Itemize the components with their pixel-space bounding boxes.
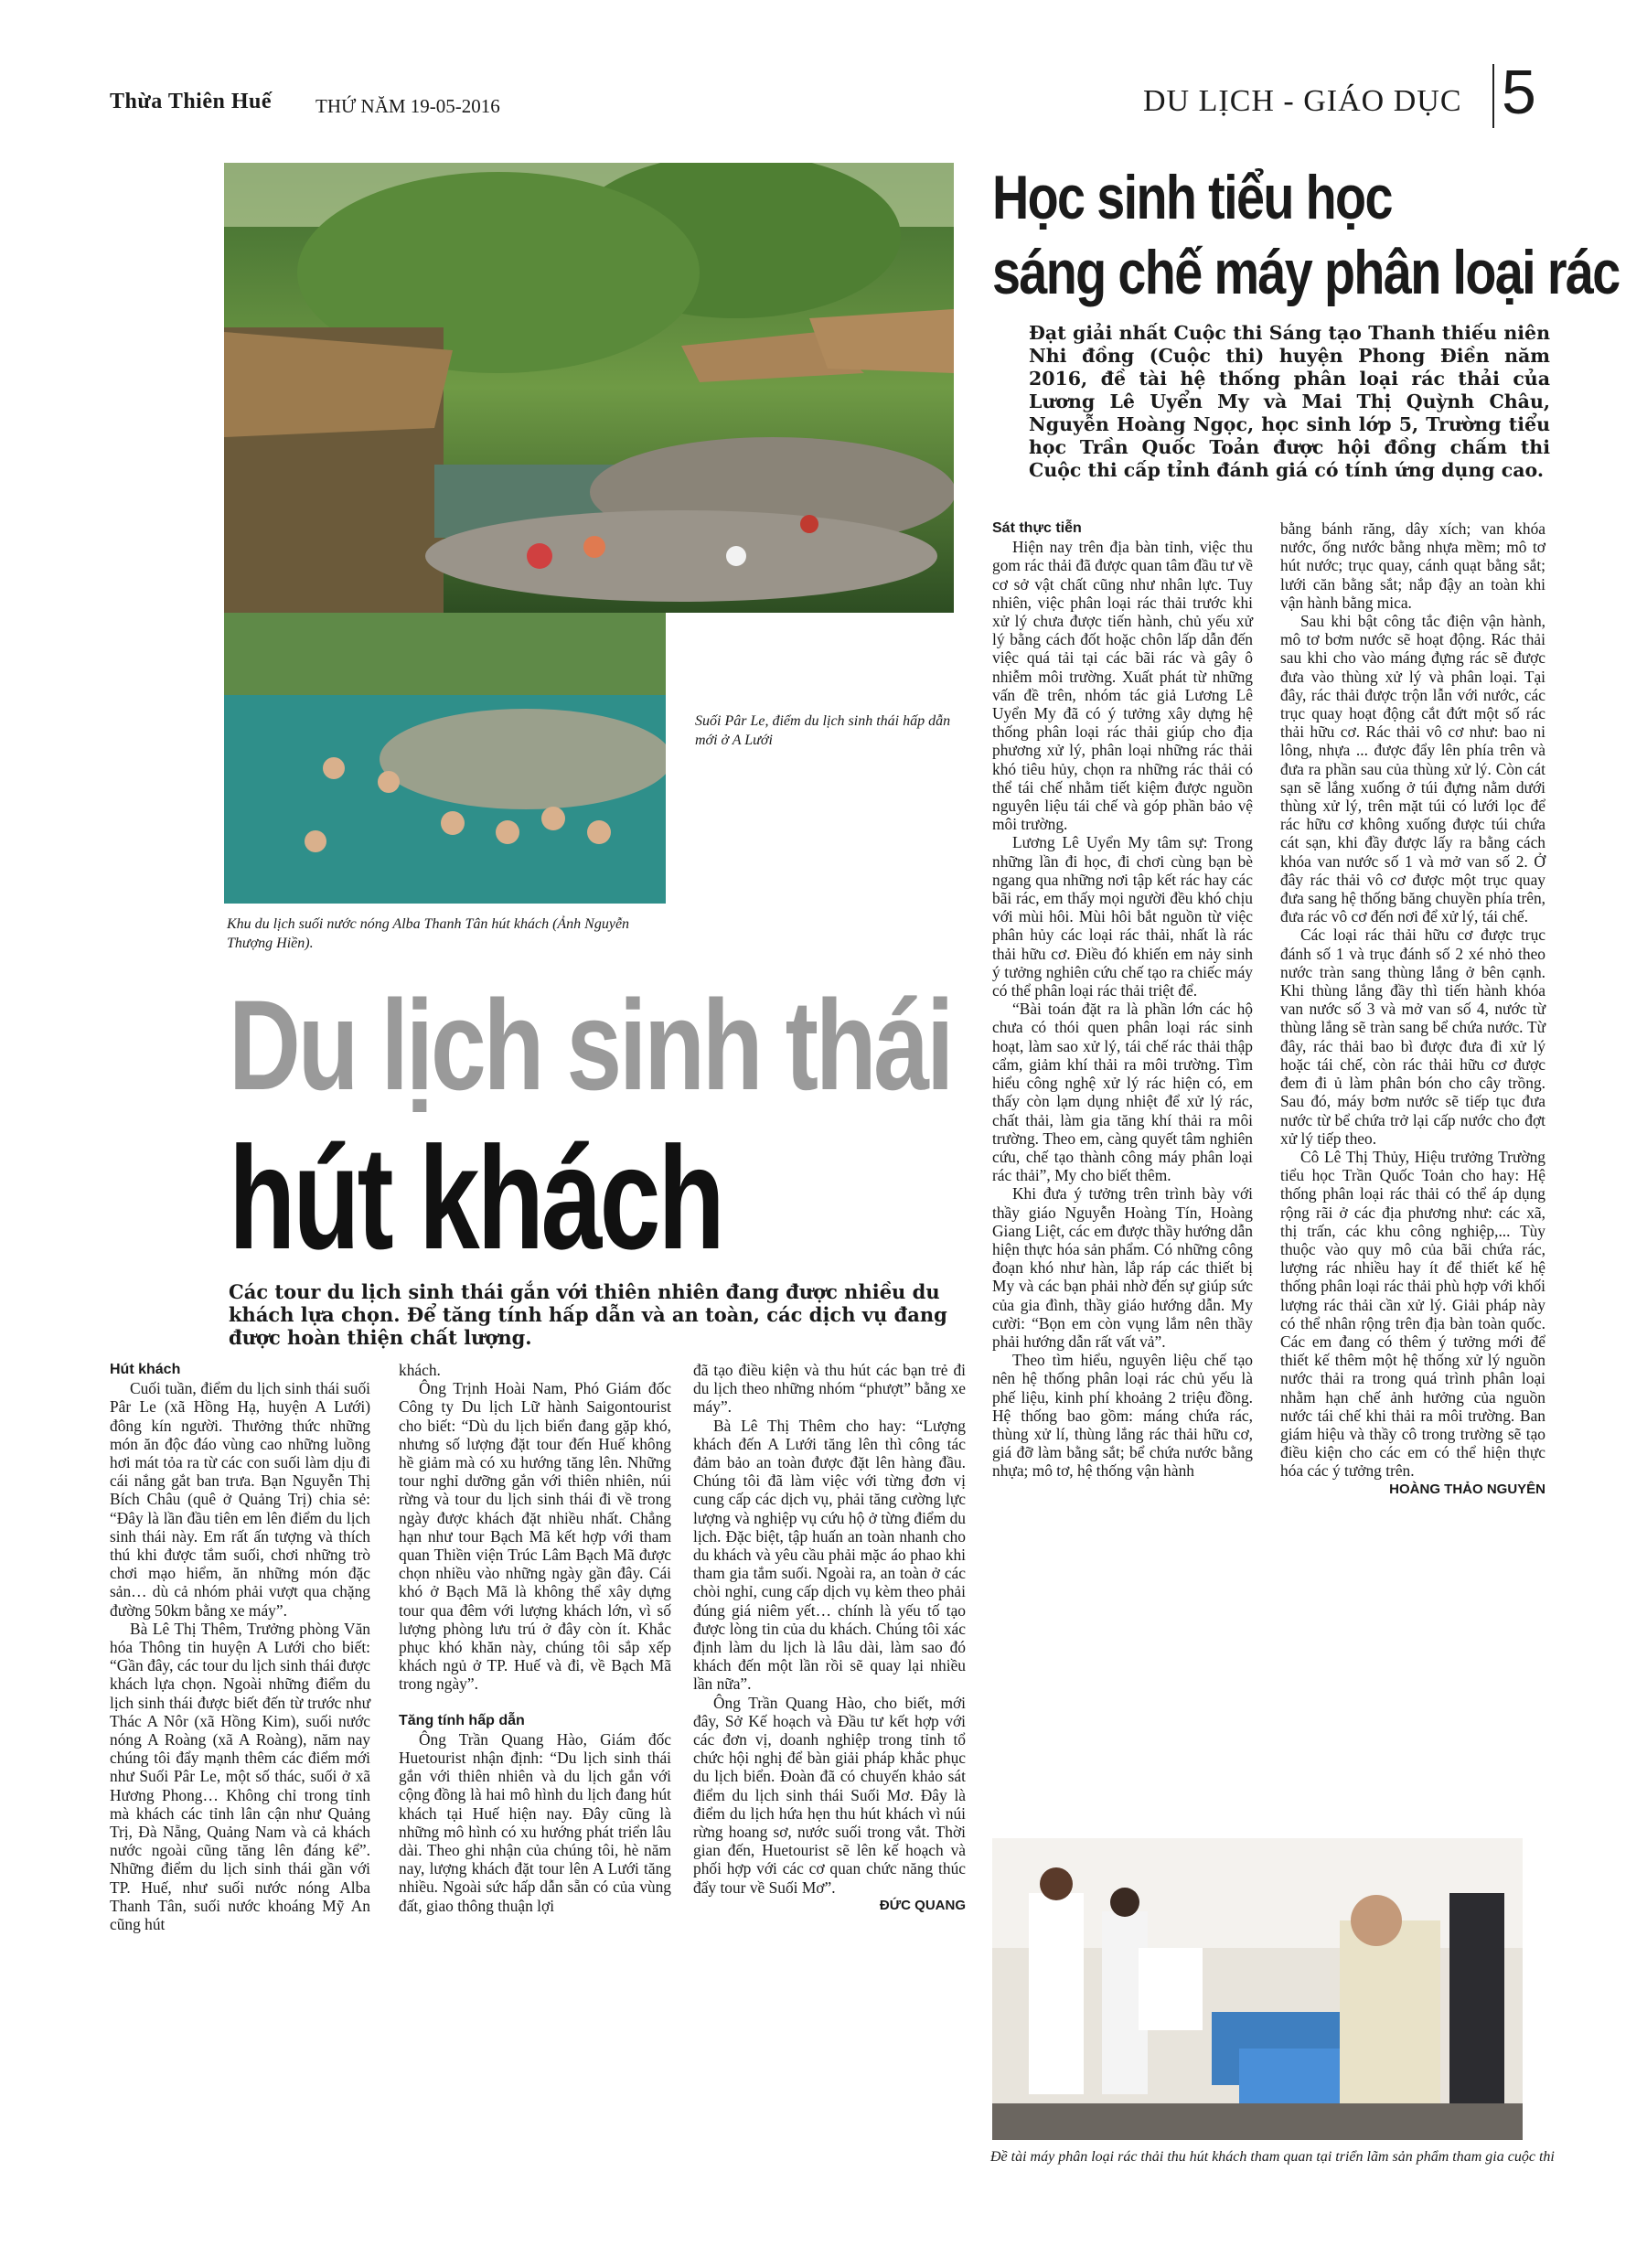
paragraph: Các loại rác thải hữu cơ được trục đánh số 1 và trục đánh số 2 xé nhỏ theo nước tràn sang thùng lắng ở bên cạnh. Khi thùng lắng đầy thì tiến hành khóa van nước số 3 và mở van số 4, nước từ thùng lắng sẽ tràn sang bể chứa nước. Từ đây, rác thải bao bì được đưa đi xử lý hoặc tái chế, còn rác thải hữu cơ được đem đi ủ làm phân bón cho cây trồng. Sau đó, máy bơm nước sẽ tiếp tục đưa nước từ bể chứa trở lại cấp nước cho đợt xử lý tiếp theo. [1280, 925, 1545, 1148]
issue-date: THỨ NĂM 19-05-2016 [315, 95, 500, 117]
publication-name: Thừa Thiên Huế [110, 90, 273, 113]
paragraph: khách. [399, 1361, 441, 1379]
subheading-sat-thuc-tien: Sát thực tiễn [992, 520, 1082, 536]
paragraph: Cô Lê Thị Thủy, Hiệu trưởng Trường tiểu học Trần Quốc Toản cho hay: Hệ thống phân loại rác thải có thể áp dụng rộng rãi ở các địa phương như: các xã, thị trấn, các khu công nghiệp,... Tùy thuộc vào quy mô của bãi chứa rác, lượng rác nhiều hay ít để thiết kế hệ thống phân loại rác thải phù hợp với khối lượng rác thải cần xử lý. Giải pháp này có thể nhân rộng trên địa bàn toàn quốc. Các em đang có thêm ý tưởng mới để thiết kế thêm một hệ thống xử lý nguồn nước thải ra trong quá trình phân loại nhằm hạn chế ảnh hưởng của nguồn nước tái chế khi thải ra môi trường. Ban giám hiệu và thầy cô trong trường sẽ tạo điều kiện cho các em có thể hiện thực hóa các ý tưởng trên. [1280, 1147, 1545, 1481]
author-hoang-thao-nguyen: HOÀNG THẢO NGUYÊN [1389, 1481, 1545, 1497]
left-article-lead: Các tour du lịch sinh thái gắn với thiên nhiên đang được nhiều du khách lựa chọn. Để tăng tính hấp dẫn và an toàn, các dịch vụ đang được hoàn thiện chất lượng. [229, 1280, 947, 1349]
paragraph: đã tạo điều kiện và thu hút các bạn trẻ đi du lịch theo những nhóm “phượt” bằng xe máy”. [693, 1361, 966, 1417]
left-article-title-line2: hút khách [229, 1116, 722, 1279]
paragraph: Ông Trịnh Hoài Nam, Phó Giám đốc Công ty Du lịch Lữ hành Saigontourist cho biết: “Dù du lịch biển đang gặp khó, nhưng số lượng đặt tour đến Huế không hề giảm mà có xu hướng tăng lên. Những tour nghỉ dưỡng gắn với thiên nhiên, núi rừng và tour du lịch sinh thái đi về trong ngày được khách đặt nhiều nhất. Chẳng hạn như tour Bạch Mã kết hợp với tham quan Thiền viện Trúc Lâm Bạch Mã được chọn nhiều vào những ngày gần đây. Cái khó ở Bạch Mã là không thể xây dựng tour qua đêm với lượng khách lớn, vì số lượng phòng lưu trú ở đây còn ít. Khắc phục khó khăn này, chúng tôi sắp xếp khách ngủ ở TP. Huế và đi, về Bạch Mã trong ngày”. [399, 1379, 671, 1694]
photo-sorting-machine-illustration [992, 1838, 1523, 2140]
author-duc-quang: ĐỨC QUANG [879, 1897, 966, 1913]
paragraph: Bà Lê Thị Thêm cho hay: “Lượng khách đến A Lưới tăng lên thì công tác đảm bảo an toàn được đặt lên hàng đầu. Chúng tôi đã làm việc với từng đơn vị cung cấp các dịch vụ, phải tăng cường lực lượng và nghiệp vụ cứu hộ ở từng điểm du lịch. Đặc biệt, tập huấn an toàn nhanh cho du khách và yêu cầu phải mặc áo phao khi tham gia tắm suối. Ngoài ra, an toàn ở các chòi nghỉ, cung cấp dịch vụ kèm theo phải đúng giá niêm yết… chính là yếu tố tạo được lòng tin của du khách. Chúng tôi xác định làm du lịch là lâu dài, làm sao đó khách đến một lần rồi sẽ quay lại nhiều lần nữa”. [693, 1416, 966, 1694]
paragraph: Lương Lê Uyển My tâm sự: Trong những lần đi học, đi chơi cùng bạn bè ngang qua những nơi tập kết rác hay các bãi rác, em thấy mọi người đều khó chịu với mùi hôi. Mùi hôi bắt nguồn từ việc phân hủy các loại rác thải, nhất là rác thải hữu cơ. Điều đó khiến em nảy sinh ý tưởng nghiên cứu chế tạo ra chiếc máy có thể phân loại rác thải triệt để. [992, 833, 1253, 1000]
right-article-title-line1: Học sinh tiểu học [992, 163, 1392, 232]
right-article-title-line2: sáng chế máy phân loại rác [992, 238, 1620, 307]
paragraph: “Bài toán đặt ra là phần lớn các hộ chưa có thói quen phân loại rác sinh hoạt, làm sao xử lý, tái chế rác thải thập cẩm, giảm khí thải ra môi trường. Tìm hiểu công nghệ xử lý rác hiện có, em thấy còn lạm dụng nhiệt để xử lý rác, chất thải, làm gia tăng khí thải ra môi trường. Theo em, càng quyết tâm nghiên cứu, chế tạo thành công máy phân loại rác thải”, My cho biết thêm. [992, 1000, 1253, 1185]
header-divider [1492, 64, 1494, 128]
paragraph: Hiện nay trên địa bàn tỉnh, việc thu gom rác thải đã được quan tâm đầu tư về cơ sở vật chất cũng như nhân lực. Tuy nhiên, việc phân loại rác thải trước khi xử lý chưa được tiến hành, chủ yếu xử lý bằng cách đốt hoặc chôn lấp dẫn đến việc quá tải tại các bãi rác và gây ô nhiễm môi trường. Xuất phát từ những vấn đề trên, nhóm tác giả Lương Lê Uyển My đã có ý tưởng xây dựng hệ thống phân loại rác thải giúp cho địa phương xử lý, phân loại những rác thải khó tiêu hủy, chọn ra những rác thải có thể tái chế nhằm tiết kiệm được nguồn nguyên liệu tái chế và góp phần bảo vệ môi trường. [992, 538, 1253, 834]
subheading-tang-tinh-hap-dan: Tăng tính hấp dẫn [399, 1712, 525, 1728]
page-number: 5 [1502, 58, 1536, 127]
paragraph: bằng bánh răng, dây xích; van khóa nước, ống nước bằng nhựa mềm; mô tơ hút nước; trục quay, cánh quạt bằng sắt; lưới căn bằng sắt; nắp đậy an toàn khi vận hành bằng mica. [1280, 519, 1545, 612]
photo-sorting-machine [992, 1838, 1523, 2140]
paragraph: Bà Lê Thị Thêm, Trưởng phòng Văn hóa Thông tin huyện A Lưới cho biết: “Gần đây, các tour du lịch sinh thái được khách lựa chọn. Ngoài những điểm du lịch sinh thái được biết đến từ trước như Thác A Nôr (xã Hồng Kim), suối nước nóng A Roàng (xã A Roàng), năm nay chúng tôi đẩy mạnh thêm các điểm mới như Suối Pâr Le, một số thác, suối ở xã Hương Phong… Không chỉ trong tỉnh mà khách các tỉnh lân cận như Quảng Trị, Đà Nẵng, Quảng Nam và cả khách nước ngoài cũng tăng lên đáng kể”. Những điểm du lịch sinh thái gần với TP. Huế, như suối nước nóng Alba Thanh Tân, suối nước khoáng Mỹ An cũng hút [110, 1619, 370, 1934]
caption-sorting-machine: Đề tài máy phân loại rác thải thu hút khách tham quan tại triển lãm sản phẩm tham gia cuộc thi [990, 2149, 1555, 2165]
right-column-1 [992, 519, 1253, 1481]
paragraph: Sau khi bật công tắc điện vận hành, mô tơ bơm nước sẽ hoạt động. Rác thải sau khi cho vào máng đựng rác sẽ được đưa vào thùng xử lý và phân loại. Tại đây, rác thải được trộn lẫn với nước, các trục quay hoạt động cắt đứt một số rác thải hữu cơ. Rác thải vô cơ như: bao ni lông, nhựa ... được đẩy lên phía trên và đưa ra phần sau của thùng xử lý. Còn cát sạn sẽ lắng xuống ở túi đựng nằm dưới thùng xử lý, trên mặt túi có lưới lọc để rác hữu cơ không xuống được túi chứa cát sạn, khi đầy được lấy ra bằng cách khóa van nước số 1 và mở van số 2. Ở đây rác thải vô cơ được một trục quay đưa sang hệ thống băng chuyền phía trên, đưa rác vô cơ đến nơi để xử lý, tái chế. [1280, 612, 1545, 926]
left-column-1 [110, 1361, 370, 1933]
right-column-2 [1280, 519, 1545, 1499]
caption-par-le: Suối Pâr Le, điểm du lịch sinh thái hấp dẫn mới ở A Lưới [695, 713, 951, 748]
paragraph: Khi đưa ý tưởng trên trình bày với thầy giáo Nguyễn Hoàng Tín, Hoàng Giang Liệt, các em được thầy hướng dẫn hiện thực hóa sản phẩm. Có những công đoạn khó như hàn, lắp ráp các thiết bị My và các bạn phải nhờ đến sự giúp sức của gia đình, thầy giáo hướng dẫn. My cười: “Bọn em còn vụng lắm nên thầy phải hướng dẫn rất vất vả”. [992, 1184, 1253, 1351]
right-article-lead: Đạt giải nhất Cuộc thi Sáng tạo Thanh thiếu niên Nhi đồng (Cuộc thi) huyện Phong Điền năm 2016, đề tài hệ thống phân loại rác thải của Lương Lê Uyển My và Mai Thị Quỳnh Châu, Nguyễn Hoàng Ngọc, học sinh lớp 5, Trường tiểu học Trần Quốc Toản được hội đồng chấm thi Cuộc thi cấp tỉnh đánh giá có tính ứng dụng cao. [1029, 322, 1550, 481]
paragraph: Theo tìm hiểu, nguyên liệu chế tạo nên hệ thống phân loại rác chủ yếu là phế liệu, kinh phí khoảng 2 triệu đồng. Hệ thống bao gồm: máng chứa rác, thùng xử lí, thùng lắng rác thải hữu cơ, giá đỡ làm bằng sắt; bể chứa nước bằng nhựa; mô tơ, hệ thống vận hành [992, 1351, 1253, 1481]
photo-hot-spring-illustration [224, 613, 666, 904]
subheading-hut-khach: Hút khách [110, 1362, 181, 1377]
paragraph: Ông Trần Quang Hào, cho biết, mới đây, Sở Kế hoạch và Đầu tư kết hợp với các đơn vị, doanh nghiệp trong tỉnh tổ chức hội nghị để bàn giải pháp khắc phục du lịch biển. Đoàn đã có chuyến khảo sát điểm du lịch sinh thái Suối Mơ. Đây là điểm du lịch hứa hẹn thu hút khách vì núi rừng hoang sơ, nước suối trong vắt. Thời gian đến, Huetourist sẽ lên kế hoạch và phối hợp với các cơ quan chức năng thúc đẩy tour về Suối Mơ”. [693, 1693, 966, 1897]
left-column-3 [693, 1361, 966, 1915]
photo-hot-spring [224, 613, 666, 904]
caption-hot-spring: Khu du lịch suối nước nóng Alba Thanh Tân hút khách (Ảnh Nguyễn Thượng Hiền). [227, 916, 630, 951]
left-article-title-line1: Du lịch sinh thái [229, 973, 952, 1117]
section-title: DU LỊCH - GIÁO DỤC [1143, 84, 1462, 118]
paragraph: Ông Trần Quang Hào, Giám đốc Huetourist nhận định: “Du lịch sinh thái gắn với thiên nhiên và du lịch gắn với cộng đồng là hai mô hình du lịch đang hút khách tại Huế hiện nay. Đây cũng là những mô hình có xu hướng phát triển lâu dài. Theo ghi nhận của chúng tôi, hè năm nay, lượng khách đặt tour lên A Lưới tăng nhiều. Ngoài sức hấp dẫn sẵn có của vùng đất, giao thông thuận lợi [399, 1729, 671, 1915]
right-article-title [992, 160, 1620, 310]
photo-par-le-stream [224, 163, 954, 613]
paragraph: Cuối tuần, điểm du lịch sinh thái suối Pâr Le (xã Hồng Hạ, huyện A Lưới) đông kín người. Thưởng thức những món ăn độc đáo vùng cao những luồng hơi mát tỏa ra từ các con suối làm dịu đi cái nắng gắt ban trưa. Bạn Nguyễn Thị Bích Châu (quê ở Quảng Trị) chia sẻ: “Đây là lần đầu tiên em lên điểm du lịch sinh thái này. Em rất ấn tượng và thích thú khi được tắm suối, chơi những trò chơi mạo hiểm, ăn những món đặc sản… dù cả nhóm phải vượt qua chặng đường 50km bằng xe máy”. [110, 1379, 370, 1620]
photo-par-le-illustration [224, 163, 954, 613]
left-column-2 [399, 1361, 671, 1915]
